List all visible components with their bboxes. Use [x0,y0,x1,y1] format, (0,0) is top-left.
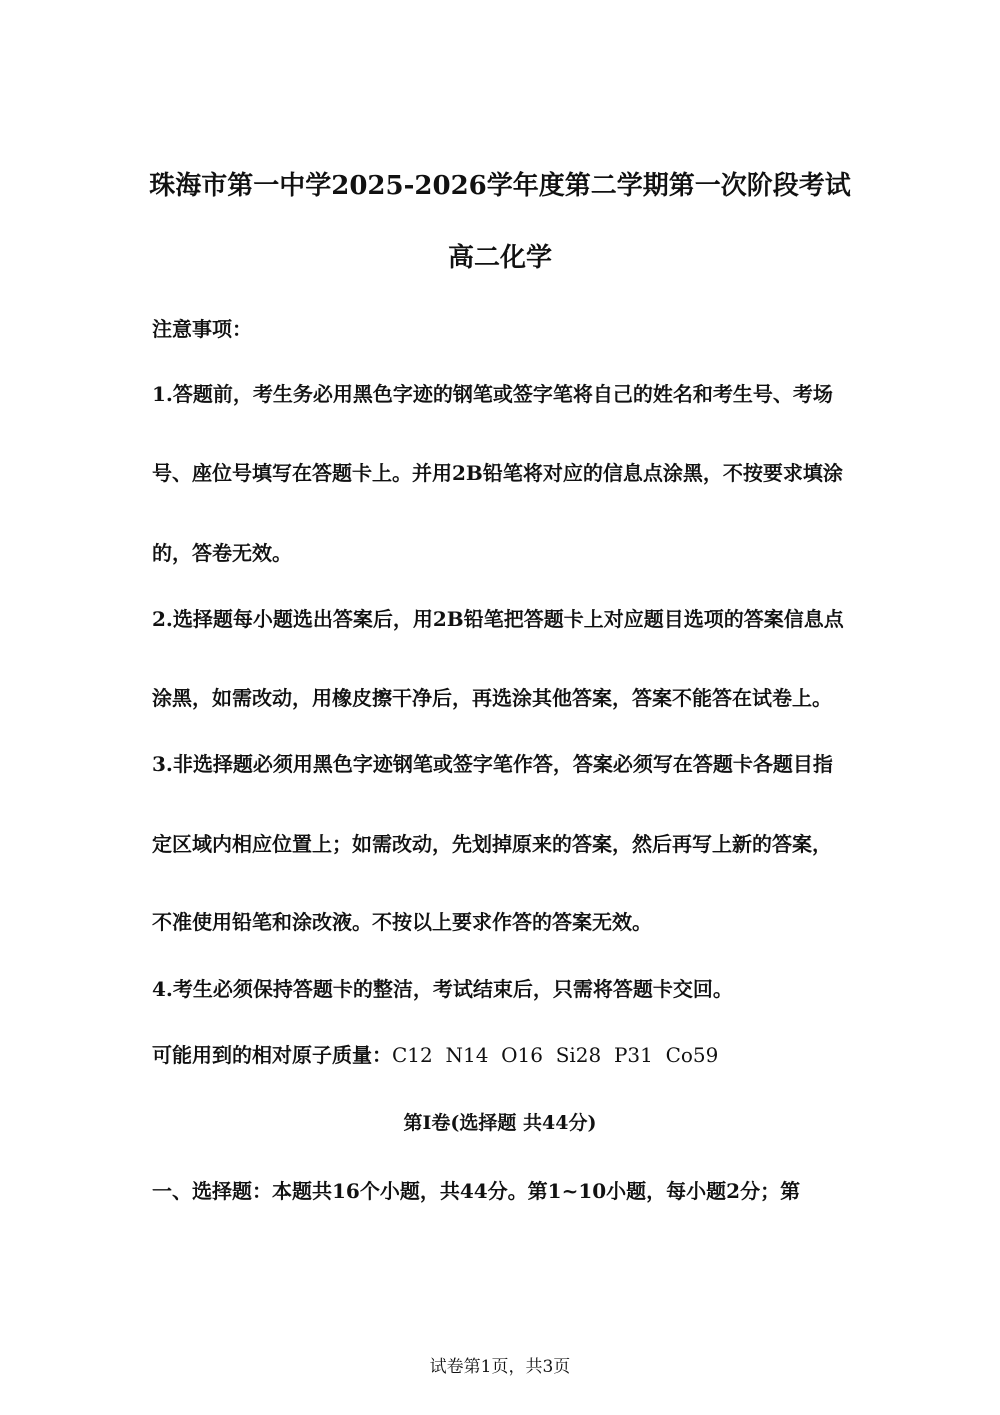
notice-line: 的，答卷无效。 [152,541,292,565]
notice-line: 号、座位号填写在答题卡上。并用2B铅笔将对应的信息点涂黑，不按要求填涂 [152,461,843,485]
section-heading: 第Ⅰ卷(选择题 共44分) [403,1112,597,1134]
atomic-mass-label: 可能用到的相对原子质量： [152,1043,392,1067]
notice-line: 定区域内相应位置上；如需改动，先划掉原来的答案，然后再写上新的答案， [152,832,832,856]
atomic-mass-row [152,1043,718,1067]
page-footer: 试卷第1页，共3页 [429,1357,571,1377]
subject-title: 高二化学 [447,243,552,273]
notice-line: 涂黑，如需改动，用橡皮擦干净后，再选涂其他答案，答案不能答在试卷上。 [152,686,832,710]
notice-line: 4.考生必须保持答题卡的整洁，考试结束后，只需将答题卡交回。 [152,977,733,1001]
section-instruction: 一、选择题：本题共16个小题，共44分。第1~10小题，每小题2分；第 [152,1179,801,1203]
notice-heading: 注意事项： [152,317,252,341]
exam-title: 珠海市第一中学2025-2026学年度第二学期第一次阶段考试 [149,171,851,201]
atomic-mass-values: C12 N14 O16 Si28 P31 Co59 [392,1043,719,1067]
notice-line: 不准使用铅笔和涂改液。不按以上要求作答的答案无效。 [152,910,652,934]
notice-line: 2.选择题每小题选出答案后，用2B铅笔把答题卡上对应题目选项的答案信息点 [152,607,844,631]
notice-line: 1.答题前，考生务必用黑色字迹的钢笔或签字笔将自己的姓名和考生号、考场 [152,382,833,406]
notice-line: 3.非选择题必须用黑色字迹钢笔或签字笔作答，答案必须写在答题卡各题目指 [152,752,833,776]
